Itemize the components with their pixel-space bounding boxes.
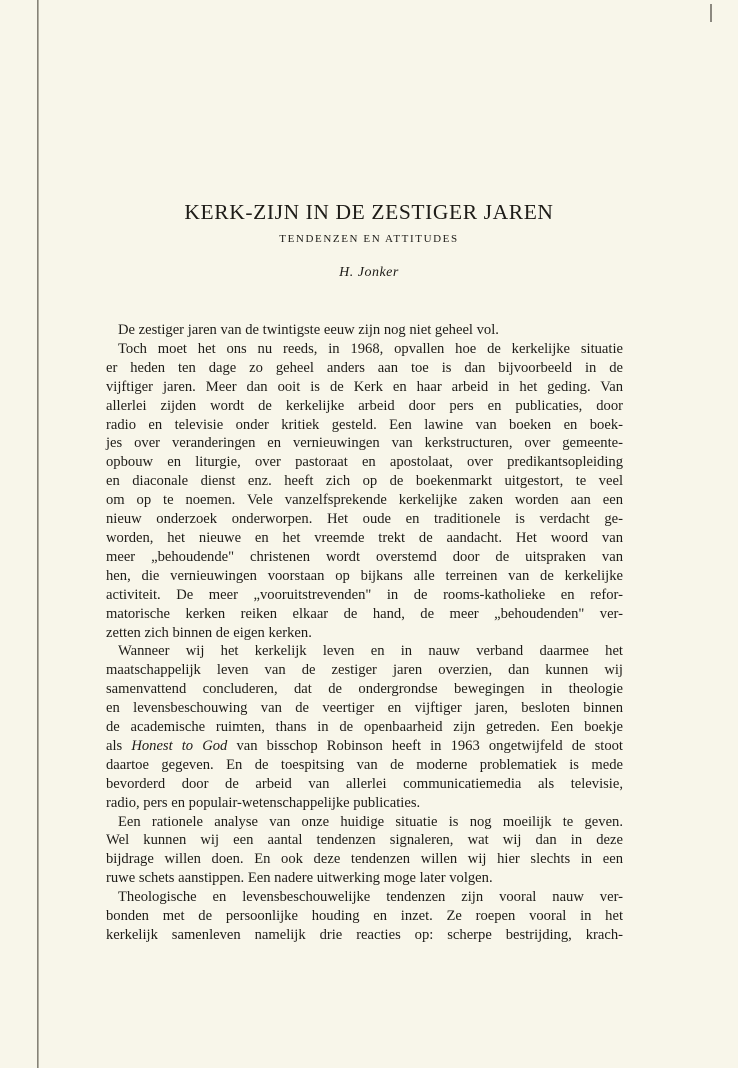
text-line: en diaconale dienst enz. heeft zich op de boekenmarkt uitgestort, te veel [106, 473, 623, 490]
text-line: de academische ruimten, thans in de openbaarheid zijn getreden. Een boekje [106, 719, 623, 736]
text-line: daartoe gegeven. En de toespitsing van de moderne problematiek is mede [106, 756, 623, 773]
article-title: KERK-ZIJN IN DE ZESTIGER JAREN [184, 200, 554, 224]
text-line: kerkelijk samenleven namelijk drie reacties op: scherpe bestrijding, krach- [106, 927, 623, 943]
text-line: radio, pers en populair-wetenschappelijke publicaties. [106, 794, 421, 811]
text-line: samenvattend concluderen, dat de ondergrondse bewegingen in theologie [106, 681, 623, 698]
page-edge-left [37, 0, 39, 1068]
text-line: matorische kerken reiken elkaar de hand, de meer „behoudenden" ver- [106, 605, 623, 622]
text-line: bijdrage willen doen. En ook deze tendenzen willen wij hier slechts in een [106, 851, 623, 868]
text-fragment: van bisschop Robinson heeft in 1963 ongetwijfeld de stoot [227, 737, 623, 754]
text-line: er heden ten dage zo geheel anders aan toe is dan bijvoorbeeld in de [106, 359, 623, 376]
text-line-mixed [106, 737, 623, 756]
text-line: allerlei zijden wordt de kerkelijke arbeid door pers en publicaties, door [106, 397, 623, 414]
article-subtitle: TENDENZEN EN ATTITUDES [279, 233, 459, 245]
article-author: H. Jonker [339, 265, 399, 280]
text-line: Toch moet het ons nu reeds, in 1968, opvallen hoe de kerkelijke situatie [118, 340, 623, 357]
text-fragment: als [106, 737, 132, 754]
text-line: Een rationele analyse van onze huidige situatie is nog moeilijk te geven. [118, 813, 623, 830]
text-line: zetten zich binnen de eigen kerken. [106, 624, 312, 641]
text-line: ruwe schets aanstippen. Een nadere uitwerking moge later volgen. [106, 870, 493, 887]
text-line: maatschappelijk leven van de zestiger jaren overzien, dan kunnen wij [106, 662, 623, 679]
text-line: nieuw onderzoek onderworpen. Het oude en traditionele is verdacht ge- [106, 511, 623, 528]
text-line: vijftiger jaren. Meer dan ooit is de Kerk en haar arbeid in het geding. Van [106, 378, 623, 395]
text-line: bonden met de persoonlijke houding en inzet. Ze roepen vooral in het [106, 908, 623, 925]
article-body [106, 321, 726, 945]
text-line: activiteit. De meer „vooruitstrevenden" in de rooms-katholieke en refor- [106, 586, 623, 603]
book-title-italic: Honest to God [131, 737, 228, 754]
text-line: hen, die vernieuwingen voorstaan op bijkans alle terreinen van de kerkelijke [106, 567, 623, 584]
text-line: radio en televisie onder kritiek gesteld. Een lawine van boeken en boek- [106, 416, 623, 433]
text-line: opbouw en liturgie, over pastoraat en apostolaat, over predikantsopleiding [106, 454, 623, 471]
text-line: Wanneer wij het kerkelijk leven en in nauw verband daarmee het [118, 643, 623, 660]
text-line: bevorderd door de arbeid van allerlei communicatiemedia als televisie, [106, 775, 623, 792]
text-line: De zestiger jaren van de twintigste eeuw zijn nog niet geheel vol. [118, 322, 499, 338]
text-line: meer „behoudende" christenen wordt overstemd door de uitspraken van [106, 548, 623, 565]
text-line: en levensbeschouwing van de veertiger en vijftiger jaren, besloten binnen [106, 700, 623, 717]
page-edge-right [710, 4, 712, 22]
text-line: Wel kunnen wij een aantal tendenzen signaleren, wat wij dan in deze [106, 832, 623, 849]
text-line: Theologische en levensbeschouwelijke tendenzen zijn vooral nauw ver- [118, 889, 623, 906]
text-line: om op te noemen. Vele vanzelfsprekende kerkelijke zaken worden aan een [106, 492, 623, 509]
text-line: jes over veranderingen en vernieuwingen van kerkstructuren, over gemeente- [106, 435, 623, 452]
text-line: worden, het nieuwe en het vreemde trekt de aandacht. Het woord van [106, 529, 623, 546]
